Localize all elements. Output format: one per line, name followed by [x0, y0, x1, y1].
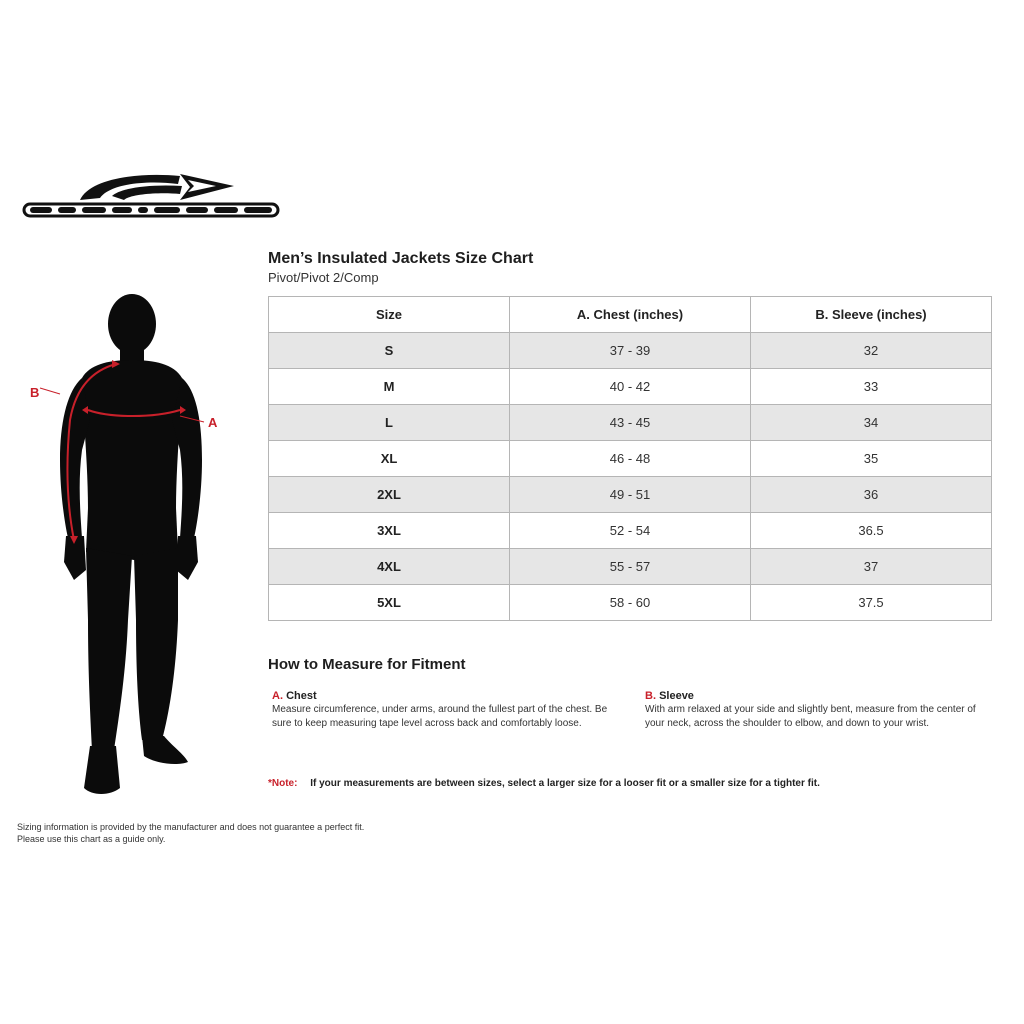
label-a: A: [208, 415, 218, 430]
size-table: [268, 296, 992, 621]
table-row: [269, 369, 992, 405]
label-b: B: [30, 385, 40, 400]
table-header-row: [269, 297, 992, 333]
table-row: [269, 513, 992, 549]
size-cell: XL: [269, 441, 510, 477]
note-text: If your measurements are between sizes, select a larger size for a looser fit or a smaller size for a tighter fit.: [310, 778, 820, 789]
chest-cell: 55 - 57: [510, 549, 751, 585]
chest-heading: [272, 689, 622, 703]
sleeve-cell: 35: [751, 441, 992, 477]
disclaimer-line-1: Sizing information is provided by the manufacturer and does not guarantee a perfect fit.: [17, 822, 365, 832]
sleeve-name: Sleeve: [659, 690, 694, 702]
size-cell: S: [269, 333, 510, 369]
header-sleeve: B. Sleeve (inches): [751, 297, 992, 333]
sleeve-cell: 36: [751, 477, 992, 513]
note-label: *Note:: [268, 778, 298, 789]
sleeve-letter: B.: [645, 690, 656, 702]
table-row: [269, 333, 992, 369]
size-cell: M: [269, 369, 510, 405]
chest-cell: 46 - 48: [510, 441, 751, 477]
body-silhouette-icon: [30, 290, 230, 800]
chest-cell: 37 - 39: [510, 333, 751, 369]
disclaimer-line-2: Please use this chart as a guide only.: [17, 834, 166, 844]
size-cell: 4XL: [269, 549, 510, 585]
table-row: [269, 585, 992, 621]
chest-cell: 40 - 42: [510, 369, 751, 405]
arctiva-logo-icon: [20, 170, 282, 222]
page-subtitle: Pivot/Pivot 2/Comp: [268, 270, 379, 285]
sleeve-cell: 37.5: [751, 585, 992, 621]
size-cell: L: [269, 405, 510, 441]
table-row: [269, 405, 992, 441]
sleeve-text: With arm relaxed at your side and slightly bent, measure from the center of your neck, across the shoulder to elbow, and down to your wrist.: [645, 704, 976, 729]
table-row: [269, 441, 992, 477]
chest-name: Chest: [286, 690, 317, 702]
chest-cell: 49 - 51: [510, 477, 751, 513]
table-row: [269, 477, 992, 513]
size-cell: 5XL: [269, 585, 510, 621]
chest-instructions: [272, 689, 622, 731]
fit-note: [268, 778, 820, 789]
table-row: [269, 549, 992, 585]
disclaimer: [17, 821, 364, 845]
sleeve-cell: 36.5: [751, 513, 992, 549]
how-to-measure-title: How to Measure for Fitment: [268, 656, 466, 673]
sleeve-cell: 34: [751, 405, 992, 441]
page-title: Men’s Insulated Jackets Size Chart: [268, 250, 534, 267]
chest-letter: A.: [272, 690, 283, 702]
header-chest: A. Chest (inches): [510, 297, 751, 333]
sleeve-instructions: [645, 689, 995, 731]
size-cell: 2XL: [269, 477, 510, 513]
chest-cell: 52 - 54: [510, 513, 751, 549]
sleeve-cell: 33: [751, 369, 992, 405]
chest-cell: 58 - 60: [510, 585, 751, 621]
sleeve-cell: 37: [751, 549, 992, 585]
sleeve-cell: 32: [751, 333, 992, 369]
size-cell: 3XL: [269, 513, 510, 549]
sleeve-heading: [645, 689, 995, 703]
chest-text: Measure circumference, under arms, around the fullest part of the chest. Be sure to keep measuring tape level across back and comfortably loose.: [272, 704, 608, 729]
chest-cell: 43 - 45: [510, 405, 751, 441]
header-size: Size: [269, 297, 510, 333]
